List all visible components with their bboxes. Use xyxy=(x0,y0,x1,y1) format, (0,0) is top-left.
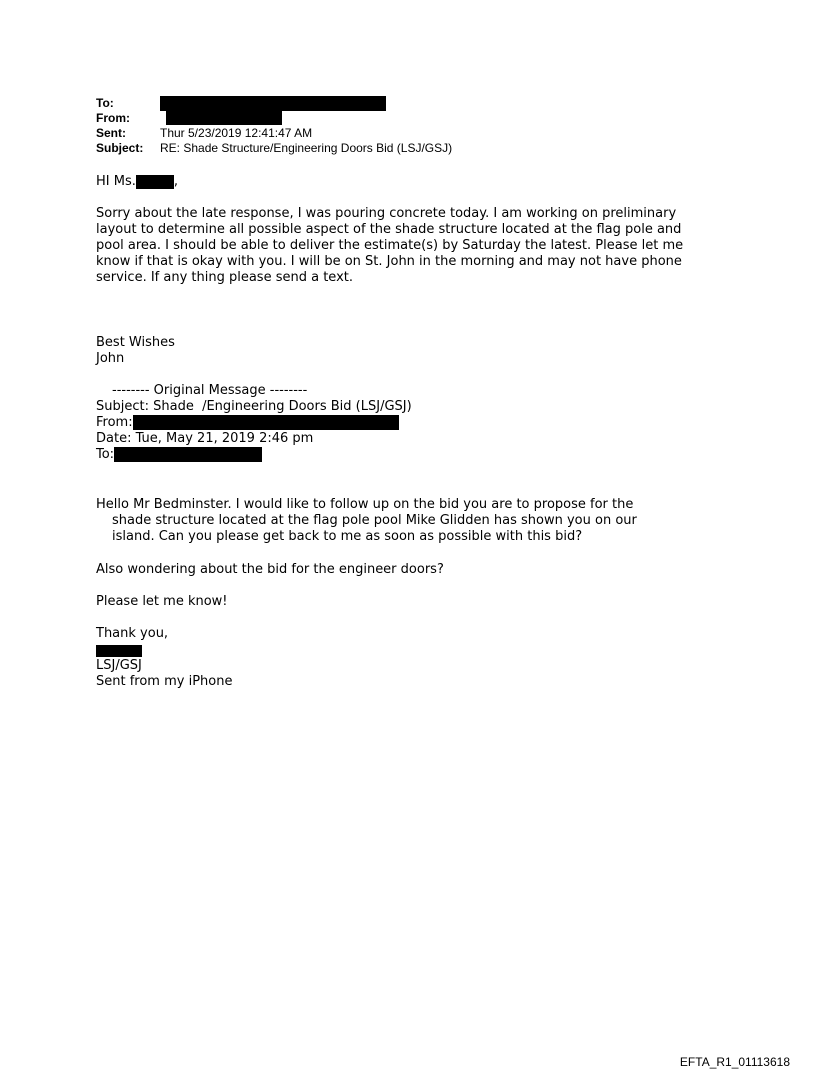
original-to-row xyxy=(96,447,412,463)
signer-row xyxy=(96,642,232,658)
original-date: Date: Tue, May 21, 2019 2:46 pm xyxy=(96,431,314,446)
original-message-header xyxy=(96,383,412,463)
sent-from-text: Sent from my iPhone xyxy=(96,674,233,689)
reply-line: know if that is okay with you. I will be on St. John in the morning and may not have phone xyxy=(96,254,682,269)
original-subject: Subject: Shade /Engineering Doors Bid (LSJ/GSJ) xyxy=(96,399,412,414)
header-from-row xyxy=(96,111,452,126)
reply-line: pool area. I should be able to deliver the estimate(s) by Saturday the latest. Please let me xyxy=(96,238,684,253)
org-text: LSJ/GSJ xyxy=(96,658,142,673)
original-signoff xyxy=(96,626,232,690)
redaction-box xyxy=(133,415,399,430)
header-subject-row xyxy=(96,141,452,156)
subject-value: RE: Shade Structure/Engineering Doors Bid (LSJ/GSJ) xyxy=(160,141,453,155)
greeting xyxy=(96,174,178,190)
original-separator: -------- Original Message -------- xyxy=(112,383,308,398)
reply-line: service. If any thing please send a text. xyxy=(96,270,353,285)
reply-line: layout to determine all possible aspect of the shade structure located at the flag pole and xyxy=(96,222,682,237)
redaction-box xyxy=(136,175,174,189)
header-sent-row xyxy=(96,126,452,141)
original-para2: Also wondering about the bid for the engineer doors? xyxy=(96,562,444,577)
greeting-prefix: HI Ms. xyxy=(96,174,136,189)
original-body xyxy=(96,497,637,545)
original-line: island. Can you please get back to me as soon as possible with this bid? xyxy=(112,529,583,544)
thanks-text: Thank you, xyxy=(96,626,169,641)
original-line: Hello Mr Bedminster. I would like to follow up on the bid you are to propose for the xyxy=(96,497,634,512)
reply-body xyxy=(96,206,683,286)
original-from-row xyxy=(96,415,412,431)
to-label: To: xyxy=(96,96,114,110)
redaction-box xyxy=(160,96,386,111)
original-from-label: From: xyxy=(96,415,133,430)
redaction-box xyxy=(114,447,262,462)
closing-text: Best Wishes xyxy=(96,335,175,350)
header-to-row xyxy=(96,96,452,111)
reply-closing xyxy=(96,335,175,367)
redaction-box xyxy=(96,645,142,657)
original-line: shade structure located at the flag pole pool Mike Glidden has shown you on our xyxy=(112,513,637,528)
email-header xyxy=(96,96,452,156)
document-id: EFTA_R1_01113618 xyxy=(679,1055,790,1069)
redaction-box xyxy=(166,111,282,125)
original-to-label: To: xyxy=(96,447,115,462)
signature-text: John xyxy=(96,351,125,366)
original-para3: Please let me know! xyxy=(96,594,228,609)
subject-label: Subject: xyxy=(96,141,144,155)
sent-label: Sent: xyxy=(96,126,126,140)
sent-value: Thur 5/23/2019 12:41:47 AM xyxy=(160,126,313,140)
greeting-suffix: , xyxy=(173,174,179,189)
reply-line: Sorry about the late response, I was pouring concrete today. I am working on preliminary xyxy=(96,206,677,221)
from-label: From: xyxy=(96,111,130,125)
